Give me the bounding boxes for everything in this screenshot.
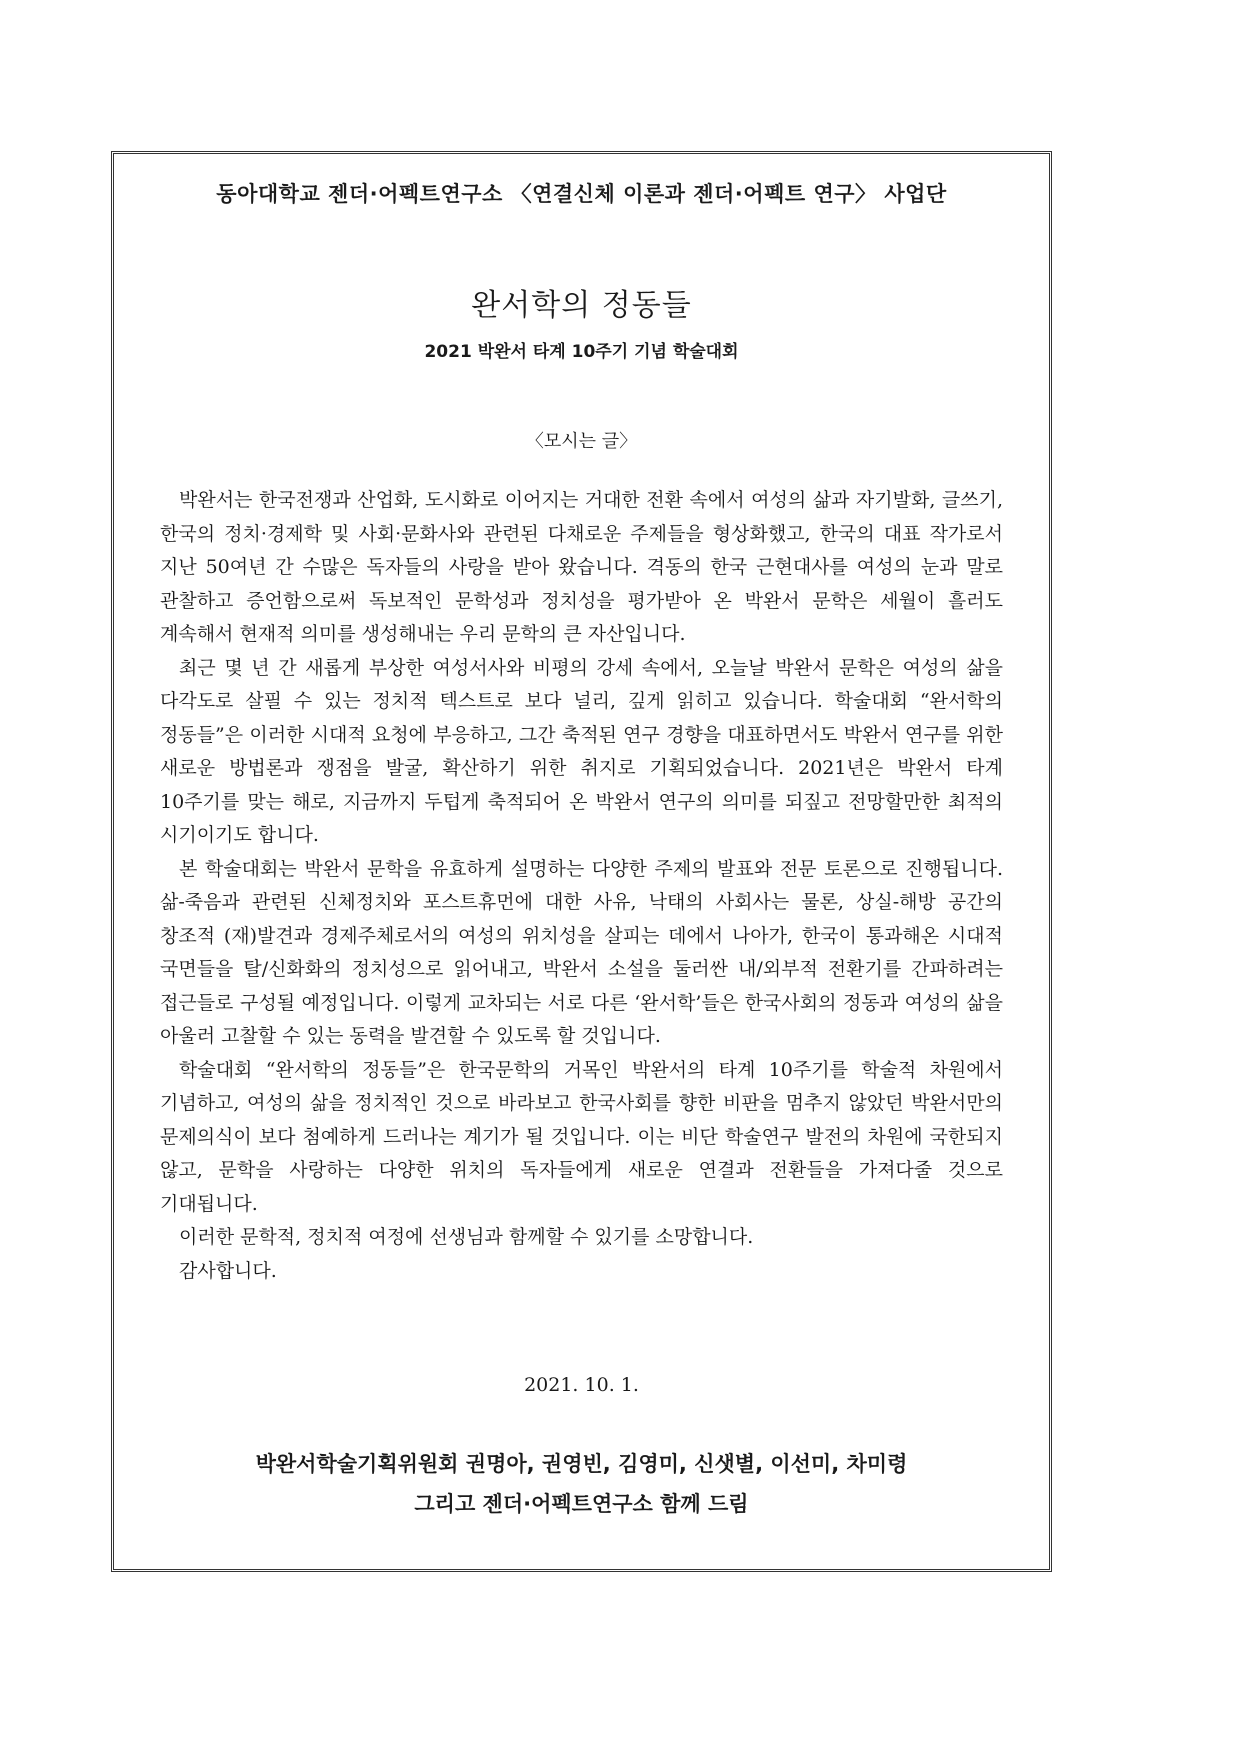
page-title: 완서학의 정동들 bbox=[471, 288, 692, 323]
body-paragraph: 최근 몇 년 간 새롭게 부상한 여성서사와 비평의 강세 속에서, 오늘날 박완서 문학은 여성의 삶을 다각도로 살필 수 있는 정치적 텍스트로 보다 널리, 깊게 읽히고 있습니다. 학술대회 “완서학의 정동들”은 이러한 시대적 요청에 부응하고, 그간 축적된 연구 경향을 대표하면서도 박완서 연구를 위한 새로운 방법론과 쟁점을 발굴, 확산하기 위한 취지로 기획되었습니다. 2021년은 박완서 타계 10주기를 맞는 해로, 지금까지 두텁게 축적되어 온 박완서 연구의 의미를 되짚고 전망할만한 최적의 시기이기도 합니다. bbox=[160, 656, 1003, 846]
invitation-body bbox=[160, 484, 1003, 1288]
signature-block bbox=[114, 1444, 1049, 1524]
signature-line: 박완서학술기획위원회 권명아, 권영빈, 김영미, 신샛별, 이선미, 차미령 bbox=[255, 1452, 908, 1476]
body-paragraph: 박완서는 한국전쟁과 산업화, 도시화로 이어지는 거대한 전환 속에서 여성의 삶과 자기발화, 글쓰기, 한국의 정치·경제학 및 사회·문화사와 관련된 다채로운 주제들을 형상화했고, 한국의 대표 작가로서 지난 50여년 간 수많은 독자들의 사랑을 받아 왔습니다. 격동의 한국 근현대사를 여성의 눈과 말로 관찰하고 증언함으로써 독보적인 문학성과 정치성을 평가받아 온 박완서 문학은 세월이 흘러도 계속해서 현재적 의미를 생성해내는 우리 문학의 큰 자산입니다. bbox=[160, 489, 1003, 645]
letter-date: 2021. 10. 1. bbox=[524, 1374, 639, 1396]
organization-header: 동아대학교 젠더·어펙트연구소 〈연결신체 이론과 젠더·어펙트 연구〉 사업단 bbox=[216, 182, 947, 206]
page-subtitle: 2021 박완서 타계 10주기 기념 학술대회 bbox=[424, 342, 739, 362]
body-paragraph: 학술대회 “완서학의 정동들”은 한국문학의 거목인 박완서의 타계 10주기를 학술적 차원에서 기념하고, 여성의 삶을 정치적인 것으로 바라보고 한국사회를 향한 비판을 멈추지 않았던 박완서만의 문제의식이 보다 첨예하게 드러나는 계기가 될 것입니다. 이는 비단 학술연구 발전의 차원에 국한되지 않고, 문학을 사랑하는 다양한 위치의 독자들에게 새로운 연결과 전환들을 가져다줄 것으로 기대됩니다. bbox=[160, 1058, 1003, 1215]
document-frame bbox=[111, 151, 1052, 1572]
body-paragraph: 감사합니다. bbox=[179, 1259, 277, 1282]
body-paragraph: 본 학술대회는 박완서 문학을 유효하게 설명하는 다양한 주제의 발표와 전문 토론으로 진행됩니다. 삶-죽음과 관련된 신체정치와 포스트휴먼에 대한 사유, 낙태의 사회사는 물론, 상실-해방 공간의 창조적 (재)발견과 경제주체로서의 여성의 위치성을 살피는 데에서 나아가, 한국이 통과해온 시대적 국면들을 탈/신화화의 정치성으로 읽어내고, 박완서 소설을 둘러싼 내/외부적 전환기를 간파하려는 접근들로 구성될 예정입니다. 이렇게 교차되는 서로 다른 ‘완서학’들은 한국사회의 정동과 여성의 삶을 아울러 고찰할 수 있는 동력을 발견할 수 있도록 할 것입니다. bbox=[160, 857, 1003, 1047]
signature-line: 그리고 젠더·어펙트연구소 함께 드림 bbox=[414, 1492, 749, 1516]
section-heading: 〈모시는 글〉 bbox=[525, 431, 638, 452]
body-paragraph: 이러한 문학적, 정치적 여정에 선생님과 함께할 수 있기를 소망합니다. bbox=[179, 1226, 754, 1248]
